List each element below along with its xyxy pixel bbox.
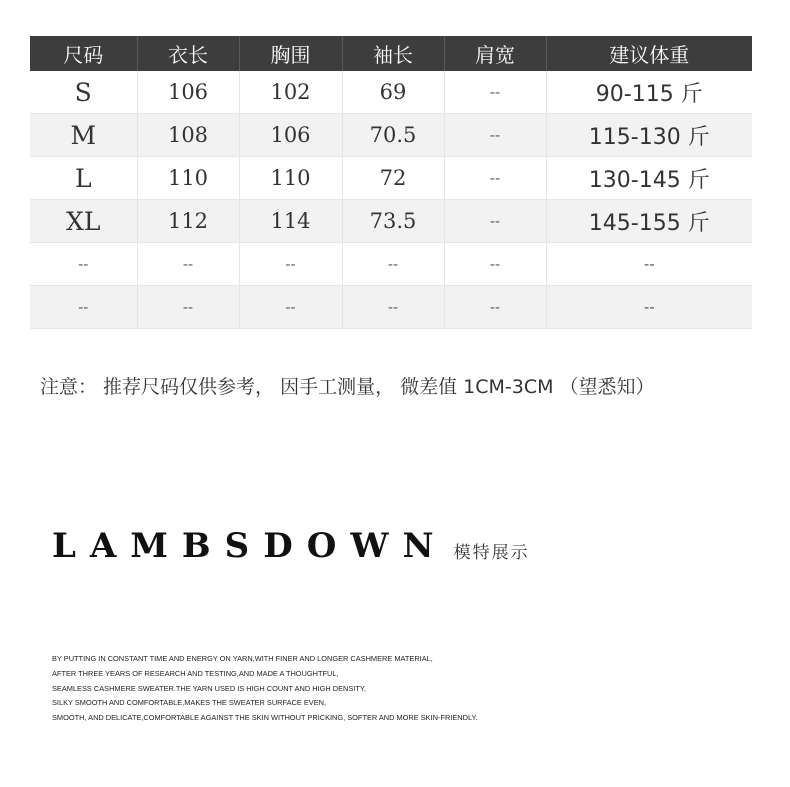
table-cell: 108 — [137, 114, 239, 157]
table-cell: 106 — [239, 114, 342, 157]
table-cell: 73.5 — [342, 200, 444, 243]
table-cell: -- — [444, 71, 546, 114]
table-cell: 130-145 斤 — [546, 157, 752, 200]
table-header-row — [30, 36, 752, 71]
table-cell: -- — [137, 286, 239, 329]
description-line: SMOOTH, AND DELICATE,COMFORTABLE AGAINST THE SKIN WITHOUT PRICKING, SOFTER AND MORE SKIN-FRIENDLY. — [52, 713, 478, 723]
table-cell: 69 — [342, 71, 444, 114]
description-line: AFTER THREE YEARS OF RESEARCH AND TESTING,AND MADE A THOUGHTFUL, — [52, 668, 339, 678]
table-cell: 110 — [137, 157, 239, 200]
measurement-note: 注意： 推荐尺码仅供参考， 因手工测量， 微差值 1CM-3CM （望悉知） — [40, 376, 655, 398]
table-cell: 70.5 — [342, 114, 444, 157]
table-cell: L — [30, 157, 137, 200]
table-cell: 72 — [342, 157, 444, 200]
table-cell: -- — [546, 286, 752, 329]
header-chest: 胸围 — [239, 36, 342, 71]
header-size: 尺码 — [30, 36, 137, 71]
table-row — [30, 71, 752, 114]
header-sleeve: 袖长 — [342, 36, 444, 71]
header-weight: 建议体重 — [546, 36, 752, 71]
table-cell: 115-130 斤 — [546, 114, 752, 157]
description-line: BY PUTTING IN CONSTANT TIME AND ENERGY ON YARN,WITH FINER AND LONGER CASHMERE MATERIAL, — [52, 654, 433, 663]
table-cell: -- — [444, 286, 546, 329]
table-cell: -- — [342, 243, 444, 286]
product-description — [52, 652, 478, 726]
header-length: 衣长 — [137, 36, 239, 71]
brand-name: LAMBSDOWN — [52, 526, 448, 566]
table-cell: -- — [444, 243, 546, 286]
table-row — [30, 243, 752, 286]
table-row — [30, 286, 752, 329]
size-chart-table — [30, 36, 752, 329]
table-cell: -- — [444, 157, 546, 200]
table-cell: 145-155 斤 — [546, 200, 752, 243]
table-cell: -- — [444, 200, 546, 243]
model-showcase-caption: 模特展示 — [453, 543, 530, 563]
table-row — [30, 200, 752, 243]
brand-heading — [52, 526, 530, 566]
table-cell: 106 — [137, 71, 239, 114]
table-cell: 102 — [239, 71, 342, 114]
table-cell: 112 — [137, 200, 239, 243]
table-cell: -- — [342, 286, 444, 329]
table-cell: -- — [546, 243, 752, 286]
table-cell: 114 — [239, 200, 342, 243]
table-cell: S — [30, 71, 137, 114]
table-cell: XL — [30, 200, 137, 243]
table-cell: 110 — [239, 157, 342, 200]
table-cell: -- — [239, 243, 342, 286]
table-cell: -- — [137, 243, 239, 286]
table-cell: -- — [30, 286, 137, 329]
table-cell: M — [30, 114, 137, 157]
table-cell: -- — [30, 243, 137, 286]
table-row — [30, 157, 752, 200]
description-line: SILKY SMOOTH AND COMFORTABLE,MAKES THE SWEATER SURFACE EVEN, — [52, 698, 327, 708]
table-row — [30, 114, 752, 157]
table-cell: 90-115 斤 — [546, 71, 752, 114]
table-cell: -- — [239, 286, 342, 329]
description-line: SEAMLESS CASHMERE SWEATER.THE YARN USED IS HIGH COUNT AND HIGH DENSITY, — [52, 683, 366, 693]
header-shoulder: 肩宽 — [444, 36, 546, 71]
table-cell: -- — [444, 114, 546, 157]
